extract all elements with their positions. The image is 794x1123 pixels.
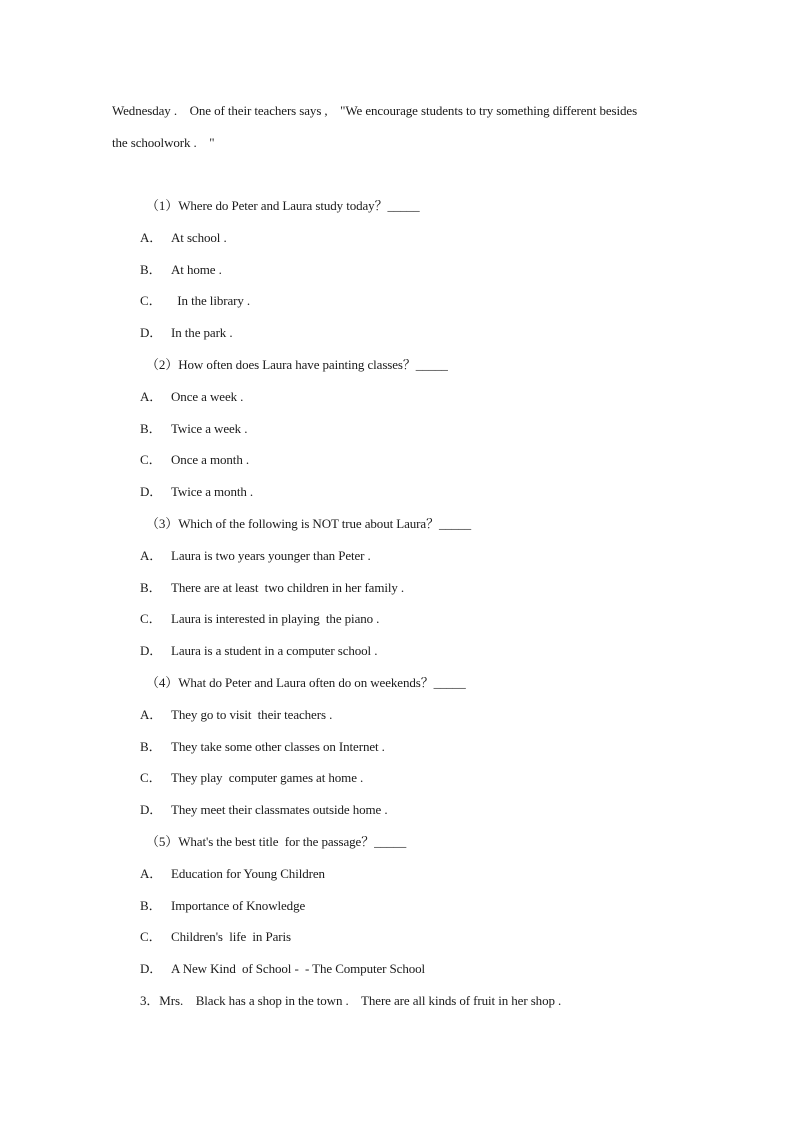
question-4-option-d bbox=[140, 802, 387, 818]
question-5-option-c bbox=[140, 929, 291, 945]
question-2-option-b bbox=[140, 421, 247, 437]
question-1-option-b bbox=[140, 262, 222, 278]
option-text: Children's life in Paris bbox=[171, 929, 291, 944]
option-text: At home . bbox=[171, 262, 222, 277]
option-letter: A． bbox=[140, 548, 163, 563]
option-text: Twice a month . bbox=[171, 484, 254, 499]
option-text: Twice a week . bbox=[171, 421, 248, 436]
question-5-option-b bbox=[140, 898, 305, 914]
question-4-option-a bbox=[140, 707, 332, 723]
question-3-option-a bbox=[140, 548, 371, 564]
question-4-stem: （4）What do Peter and Laura often do on weekends？_____ bbox=[146, 675, 466, 690]
option-letter: B． bbox=[140, 898, 162, 913]
option-letter: C． bbox=[140, 611, 162, 626]
option-text: Importance of Knowledge bbox=[171, 898, 306, 913]
question-2-option-d bbox=[140, 484, 253, 500]
question-2-option-c bbox=[140, 452, 249, 468]
option-letter: B． bbox=[140, 262, 162, 277]
question-1-option-a bbox=[140, 230, 227, 246]
option-text: They go to visit their teachers . bbox=[171, 707, 333, 722]
question-3-option-d bbox=[140, 643, 377, 659]
option-letter: D． bbox=[140, 802, 163, 817]
question-1-option-d bbox=[140, 325, 233, 341]
option-letter: C． bbox=[140, 293, 162, 308]
next-item-3: 3．Mrs. Black has a shop in the town . There are all kinds of fruit in her shop . bbox=[140, 993, 562, 1008]
option-text: Laura is interested in playing the piano . bbox=[171, 611, 380, 626]
option-text: In the park . bbox=[171, 325, 233, 340]
option-letter: D． bbox=[140, 643, 163, 658]
option-text: Once a month . bbox=[171, 452, 250, 467]
option-letter: C． bbox=[140, 452, 162, 467]
option-letter: C． bbox=[140, 770, 162, 785]
option-text: In the library . bbox=[171, 293, 251, 308]
option-letter: B． bbox=[140, 580, 162, 595]
option-letter: D． bbox=[140, 961, 163, 976]
option-text: They take some other classes on Internet . bbox=[171, 739, 385, 754]
question-5-stem: （5）What's the best title for the passage？_____ bbox=[146, 834, 407, 849]
question-2-option-a bbox=[140, 389, 243, 405]
option-letter: B． bbox=[140, 421, 162, 436]
option-letter: C． bbox=[140, 929, 162, 944]
option-text: Laura is a student in a computer school . bbox=[171, 643, 378, 658]
question-3-stem: （3）Which of the following is NOT true about Laura？_____ bbox=[146, 516, 471, 531]
option-text: There are at least two children in her family . bbox=[171, 580, 405, 595]
option-text: A New Kind of School - - The Computer School bbox=[171, 961, 426, 976]
option-letter: A． bbox=[140, 866, 163, 881]
passage-line-2: the schoolwork . " bbox=[112, 135, 215, 150]
option-letter: A． bbox=[140, 707, 163, 722]
question-1-option-c bbox=[140, 293, 250, 309]
question-4-option-c bbox=[140, 770, 363, 786]
option-text: Laura is two years younger than Peter . bbox=[171, 548, 371, 563]
question-3-option-c bbox=[140, 611, 379, 627]
question-5-option-a bbox=[140, 866, 325, 882]
passage-line-1: Wednesday . One of their teachers says , "We encourage students to try something different besides bbox=[112, 103, 638, 118]
question-3-option-b bbox=[140, 580, 404, 596]
question-5-option-d bbox=[140, 961, 425, 977]
question-1-stem: （1）Where do Peter and Laura study today？_____ bbox=[146, 198, 420, 213]
question-4-option-b bbox=[140, 739, 385, 755]
option-letter: D． bbox=[140, 484, 163, 499]
option-letter: A． bbox=[140, 230, 163, 245]
option-text: They play computer games at home . bbox=[171, 770, 364, 785]
option-text: At school . bbox=[171, 230, 227, 245]
question-2-stem: （2）How often does Laura have painting classes？_____ bbox=[146, 357, 448, 372]
option-letter: B． bbox=[140, 739, 162, 754]
option-text: They meet their classmates outside home . bbox=[171, 802, 388, 817]
option-text: Education for Young Children bbox=[171, 866, 325, 881]
option-letter: D． bbox=[140, 325, 163, 340]
option-letter: A． bbox=[140, 389, 163, 404]
option-text: Once a week . bbox=[171, 389, 244, 404]
